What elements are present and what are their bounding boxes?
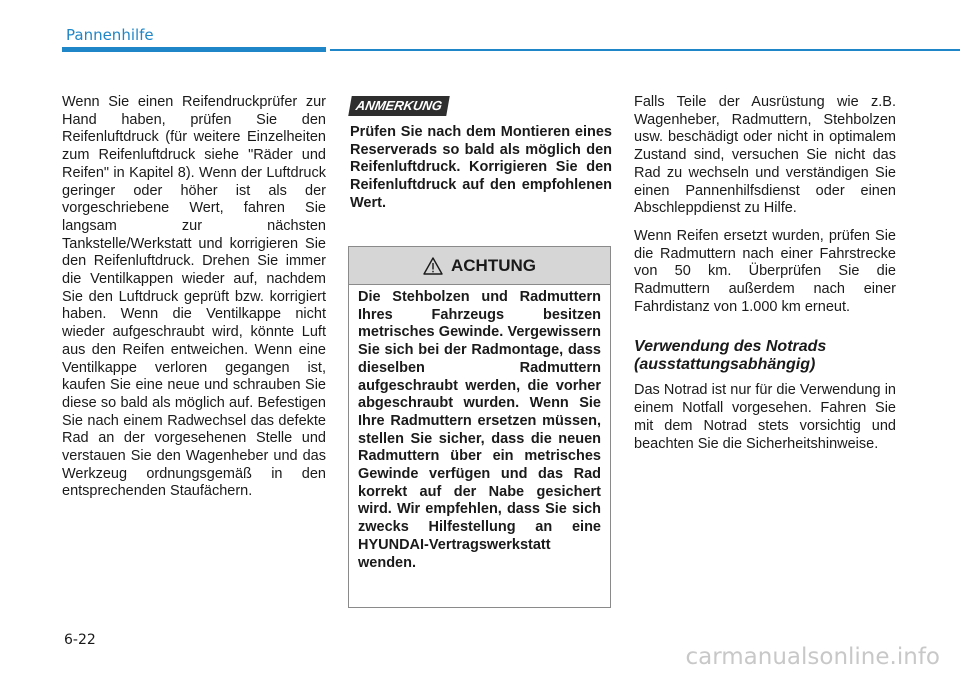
body-paragraph: Falls Teile der Ausrüstung wie z.B. Wagenheber, Radmuttern, Stehbolzen usw. beschädigt oder nicht in optimalem Zustand sind, versuchen Sie nicht das Rad zu wechseln und verständigen Sie einen Pannenhilfsdienst oder einen Abschleppdienst zu Hilfe.	[634, 94, 896, 217]
page-number: 6-22	[64, 632, 96, 648]
warning-box	[348, 246, 611, 608]
section-title: Pannenhilfe	[66, 26, 154, 44]
header-accent-bar	[62, 47, 326, 52]
body-paragraph: Wenn Sie einen Reifendruckprüfer zur Hand haben, prüfen Sie den Reifenluftdruck (für weitere Einzelheiten zum Reifenluftdruck siehe "Räder und Reifen" in Kapitel 8). Wenn der Luftdruck geringer oder höher ist als der vorgeschriebene Wert, fahren Sie langsam zur nächsten Tankstelle/Werkstatt und korrigieren Sie den Reifenluftdruck. Drehen Sie immer die Ventilkappen wieder auf, nachdem Sie den Luftdruck geprüft bzw. korrigiert haben. Wenn die Ventilkappe nicht wieder aufgeschraubt wird, könnte Luft aus den Reifen entweichen. Wenn eine Ventilkappe verloren gegangen ist, kaufen Sie eine neue und schrauben Sie diese so bald als möglich auf. Befestigen Sie nach einem Radwechsel das defekte Rad an der vorgesehenen Stelle und verstauen Sie den Wagenheber und das Werkzeug ordnungsgemäß in den entsprechenden Staufächern.	[62, 94, 326, 500]
column-right	[634, 94, 896, 463]
watermark: carmanualsonline.info	[685, 644, 940, 670]
note-text: Prüfen Sie nach dem Montieren eines Reserverads so bald als möglich den Reifenluftdruck. Korrigieren Sie den Reifenluftdruck auf den empfohlenen Wert.	[350, 124, 612, 211]
column-left	[62, 94, 326, 501]
warning-title: ACHTUNG	[451, 255, 536, 275]
note-badge: ANMERKUNG	[348, 96, 449, 116]
warning-text: Die Stehbolzen und Radmuttern Ihres Fahrzeugs besitzen metrisches Gewinde. Vergewissern Sie sich bei der Radmontage, dass dieselben Radmuttern aufgeschraubt werden, die vorher abgeschraubt wurden. Wenn Sie Ihre Radmuttern ersetzen müssen, stellen Sie sicher, dass die neuen Radmuttern über ein metrisches Gewinde verfügen und das Rad korrekt auf der Nabe gesichert wird. Wir empfehlen, dass Sie sich zwecks Hilfestellung an eine HYUNDAI-Vertragswerkstatt wenden.	[358, 289, 601, 571]
warning-header	[349, 247, 610, 285]
subheading: Verwendung des Notrads (ausstattungsabhängig)	[634, 338, 827, 374]
body-paragraph: Das Notrad ist nur für die Verwendung in einem Notfall vorgesehen. Fahren Sie mit dem Notrad stets vorsichtig und beachten Sie die Sicherheitshinweise.	[634, 382, 896, 452]
body-paragraph: Wenn Reifen ersetzt wurden, prüfen Sie die Radmuttern nach einer Fahrstrecke von 50 km. Überprüfen Sie die Radmuttern außerdem nach einer Fahrdistanz von 1.000 km erneut.	[634, 227, 896, 315]
warning-triangle-icon	[423, 257, 443, 275]
header-divider-line	[330, 49, 960, 51]
